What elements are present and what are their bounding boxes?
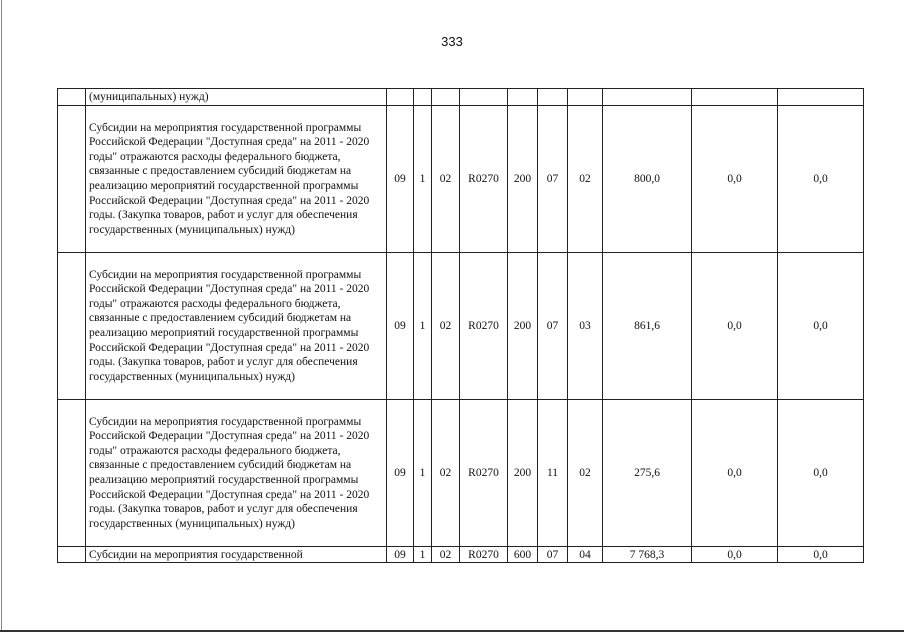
code-cell: R0270 — [460, 547, 508, 563]
amount-cell: 861,6 — [603, 253, 692, 400]
amount-cell: 0,0 — [778, 400, 864, 547]
row-marker-cell — [58, 547, 86, 563]
code-cell: R0270 — [460, 400, 508, 547]
code-cell: 07 — [538, 106, 568, 253]
amount-cell — [778, 89, 864, 106]
code-cell: 09 — [387, 253, 414, 400]
row-marker-cell — [58, 253, 86, 400]
code-cell — [414, 89, 432, 106]
code-cell: 02 — [432, 106, 460, 253]
code-cell: 09 — [387, 547, 414, 563]
amount-cell: 0,0 — [778, 253, 864, 400]
scan-left-edge — [1, 0, 2, 630]
code-cell: 1 — [414, 400, 432, 547]
table-row — [58, 89, 864, 106]
code-cell: 02 — [568, 106, 603, 253]
code-cell: 1 — [414, 106, 432, 253]
code-cell: 600 — [508, 547, 538, 563]
amount-cell: 800,0 — [603, 106, 692, 253]
amount-cell: 7 768,3 — [603, 547, 692, 563]
code-cell: 02 — [432, 253, 460, 400]
page-number: 333 — [441, 34, 463, 49]
code-cell — [508, 89, 538, 106]
description-cell: Субсидии на мероприятия государственной программы Российской Федерации "Доступная среда" на 2011 - 2020 годы" отражаются расходы федерального бюджета, связанные с предоставлением субсидий бюджетам на реализацию мероприятий государственной программы Российской Федерации "Доступная среда" на 2011 - 2020 годы. (Закупка товаров, работ и услуг для обеспечения государственных (муниципальных) нужд) — [86, 253, 387, 400]
description-cell: Субсидии на мероприятия государственной программы Российской Федерации "Доступная среда" на 2011 - 2020 годы" отражаются расходы федерального бюджета, связанные с предоставлением субсидий бюджетам на реализацию мероприятий государственной программы Российской Федерации "Доступная среда" на 2011 - 2020 годы. (Закупка товаров, работ и услуг для обеспечения государственных (муниципальных) нужд) — [86, 400, 387, 547]
amount-cell: 0,0 — [692, 253, 778, 400]
amount-cell: 0,0 — [692, 106, 778, 253]
table-row — [58, 253, 864, 400]
code-cell: 09 — [387, 400, 414, 547]
code-cell: 1 — [414, 253, 432, 400]
table-row — [58, 547, 864, 563]
row-marker-cell — [58, 400, 86, 547]
amount-cell — [603, 89, 692, 106]
description-cell: Субсидии на мероприятия государственной — [86, 547, 387, 563]
amount-cell — [692, 89, 778, 106]
amount-cell: 0,0 — [692, 547, 778, 563]
code-cell: 07 — [538, 547, 568, 563]
row-marker-cell — [58, 106, 86, 253]
code-cell: R0270 — [460, 106, 508, 253]
code-cell: 11 — [538, 400, 568, 547]
amount-cell: 275,6 — [603, 400, 692, 547]
amount-cell: 0,0 — [778, 106, 864, 253]
table-row — [58, 400, 864, 547]
table-row — [58, 106, 864, 253]
description-cell: (муниципальных) нужд) — [86, 89, 387, 106]
code-cell — [568, 89, 603, 106]
code-cell — [538, 89, 568, 106]
code-cell: 03 — [568, 253, 603, 400]
code-cell: 04 — [568, 547, 603, 563]
code-cell: 07 — [538, 253, 568, 400]
code-cell: 02 — [568, 400, 603, 547]
code-cell — [387, 89, 414, 106]
code-cell: 200 — [508, 106, 538, 253]
code-cell: 200 — [508, 400, 538, 547]
amount-cell: 0,0 — [778, 547, 864, 563]
code-cell — [432, 89, 460, 106]
row-marker-cell — [58, 89, 86, 106]
code-cell: 1 — [414, 547, 432, 563]
amount-cell: 0,0 — [692, 400, 778, 547]
code-cell: 09 — [387, 106, 414, 253]
code-cell: 200 — [508, 253, 538, 400]
code-cell: 02 — [432, 400, 460, 547]
scan-bottom-edge — [0, 630, 904, 632]
budget-table — [57, 88, 864, 563]
code-cell — [460, 89, 508, 106]
description-cell: Субсидии на мероприятия государственной программы Российской Федерации "Доступная среда" на 2011 - 2020 годы" отражаются расходы федерального бюджета, связанные с предоставлением субсидий бюджетам на реализацию мероприятий государственной программы Российской Федерации "Доступная среда" на 2011 - 2020 годы. (Закупка товаров, работ и услуг для обеспечения государственных (муниципальных) нужд) — [86, 106, 387, 253]
code-cell: R0270 — [460, 253, 508, 400]
code-cell: 02 — [432, 547, 460, 563]
